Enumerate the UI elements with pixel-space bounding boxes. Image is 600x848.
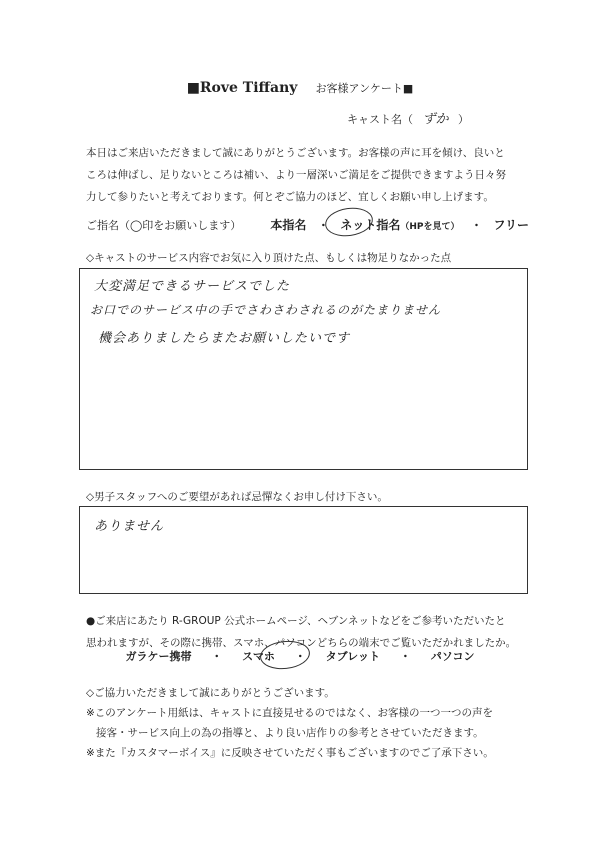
q1-answer-line: 大変満足できるサービスでした <box>94 279 291 294</box>
option-net-note: （HPを見て） <box>400 222 460 232</box>
option-honshimei: 本指名 <box>270 218 307 232</box>
cast-name-line <box>347 108 469 127</box>
device-tablet: タブレット <box>325 650 381 663</box>
separator: ・ <box>317 219 329 232</box>
intro-line: 本日はご来店いただきまして誠にありがとうございます。お客様の声に耳を傾け、良いと <box>86 147 505 159</box>
survey-header <box>0 80 600 96</box>
cast-name-handwritten: ずか <box>422 112 449 127</box>
closing-notes <box>86 683 546 763</box>
device-pc: パソコン <box>430 650 475 663</box>
q1-answer-line: お口でのサービス中の手でさわさわされるのがたまりません <box>90 303 442 317</box>
separator: ・ <box>470 219 482 232</box>
survey-title: お客様アンケート■ <box>315 82 414 95</box>
device-question-line: ●ご来店にあたり R-GROUP 公式ホームページ、ヘブンネットなどをご参考いただいたと <box>86 615 506 627</box>
nomination-row <box>86 216 529 233</box>
note-line: ※このアンケート用紙は、キャストに直接見せるのではなく、お客様の一つ一つの声を <box>86 707 493 719</box>
q2-answer: ありません <box>94 519 165 534</box>
intro-line: 力して参りたいと考えております。何とぞご協力のほど、宜しくお願い申し上げます。 <box>86 191 494 203</box>
q2-answer-box <box>79 506 528 594</box>
q2-label: ◇男子スタッフへのご要望があれば忌憚なくお申し付け下さい。 <box>86 491 388 503</box>
cast-label: キャスト名（ <box>347 113 413 126</box>
intro-text <box>86 142 526 208</box>
separator: ・ <box>399 650 411 663</box>
option-net-shimei: ネット指名 <box>340 218 401 232</box>
note-line: ※また『カスタマーボイス』に反映させていただく事もございますのでご了承下さい。 <box>86 747 494 759</box>
note-line: 接客・サービス向上の為の指導と、より良い店作りの参考とさせていただきます。 <box>96 727 484 739</box>
q1-answer-box <box>79 268 528 470</box>
nomination-circle-mark <box>323 205 374 239</box>
device-question-line: 思われますが、その際に携帯、スマホ、パソコンどちらの端末でご覧いただかれましたか。 <box>86 637 517 649</box>
note-line: ◇ご協力いただきまして誠にありがとうございます。 <box>86 687 335 699</box>
device-smartphone: スマホ <box>242 650 275 663</box>
separator: ・ <box>211 650 223 663</box>
device-feature-phone: ガラケー携帯 <box>125 650 192 663</box>
separator: ・ <box>294 650 306 663</box>
intro-line: ころは伸ばし、足りないところは補い、より一層深いご満足をご提供できますよう日々努 <box>86 169 506 181</box>
q1-answer-line: 機会ありましたらまたお願いしたいです <box>98 331 351 346</box>
nomination-label: ご指名（◯印をお願いします） <box>86 219 242 232</box>
brand-name: ■Rove Tiffany <box>186 80 298 96</box>
q1-label: ◇キャストのサービス内容でお気に入り頂けた点、もしくは物足りなかった点 <box>86 252 452 264</box>
option-free: フリー <box>493 218 530 232</box>
cast-close: ） <box>458 113 470 126</box>
